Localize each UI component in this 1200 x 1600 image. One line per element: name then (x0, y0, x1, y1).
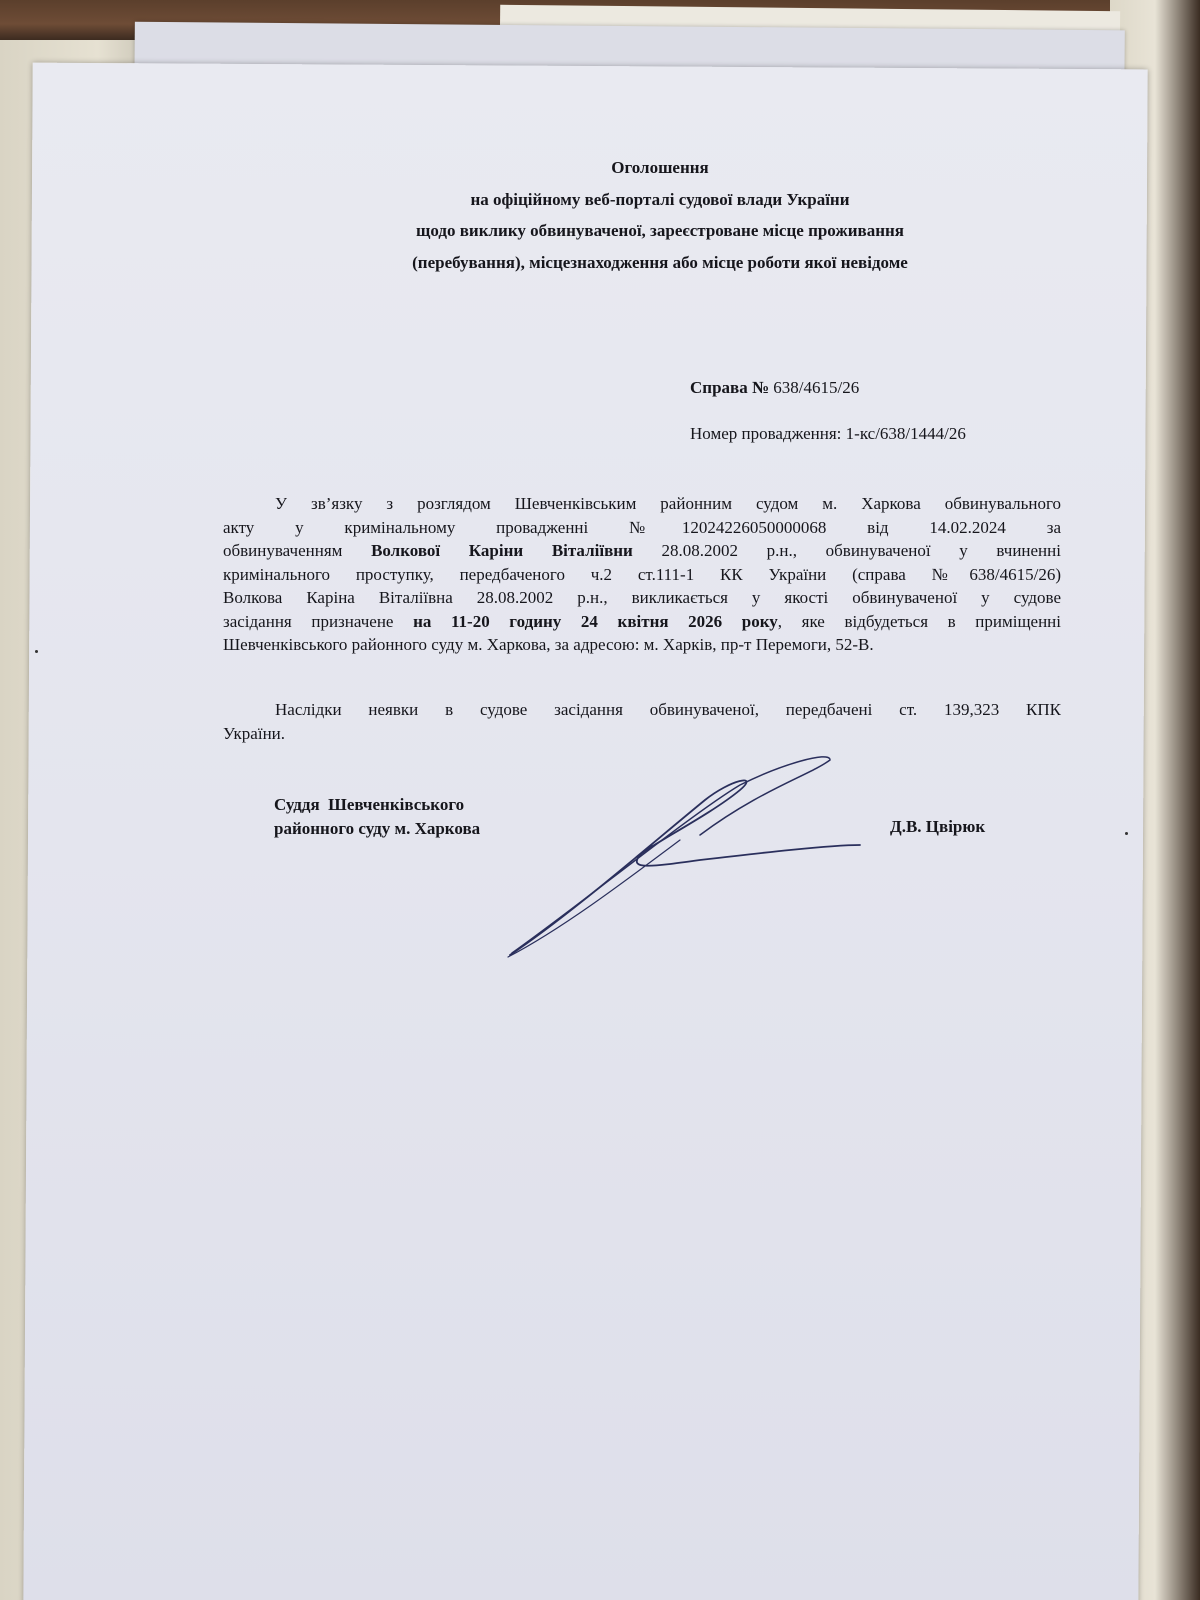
title-line-3: щодо виклику обвинуваченої, зареєстроване місце проживання (416, 221, 904, 240)
paragraph-line: Шевченківського районного суду м. Харкова, за адресою: м. Харків, пр-т Перемоги, 52-В. (223, 635, 874, 654)
paragraph-line: Наслідки неявки в судове засідання обвинуваченої, передбачені ст. 139,323 КПК (275, 700, 1061, 719)
summons-paragraph (223, 492, 1061, 657)
hearing-time-bold: на 11-20 годину 24 квітня 2026 року (413, 611, 778, 631)
handwritten-signature (500, 755, 880, 965)
judge-name: Д.В. Цвірюк (890, 817, 986, 836)
paragraph-line: акту у кримінальному провадженні №12024226050000068 від 14.02.2024 за (223, 517, 1061, 537)
text-fragment: засідання призначене (223, 611, 414, 631)
case-info (690, 378, 966, 470)
paragraph-line: кримінального проступку, передбаченого ч.2 ст.111-1 КК України (справа №638/4615/26) (223, 564, 1061, 584)
text-fragment: , яке відбудеться в приміщенні (777, 611, 1062, 631)
paragraph-line: У зв’язку з розглядом Шевченківським районним судом м. Харкова обвинувального (275, 494, 1061, 513)
text-fragment: 28.08.2002 р.н., обвинуваченої у вчиненні (632, 541, 1061, 560)
paragraph-line (223, 539, 1061, 563)
judge-title-line-2: районного суду м. Харкова (274, 819, 481, 838)
proceeding-number: Номер провадження: 1-кс/638/1444/26 (690, 424, 966, 443)
case-number: 638/4615/26 (773, 378, 860, 397)
paragraph-line: Волкова Каріна Віталіївна 28.08.2002 р.н., викликається у якості обвинуваченої у судове (223, 588, 1061, 607)
paragraph-line: України. (223, 723, 286, 743)
text-fragment: обвинуваченням (223, 541, 372, 560)
consequences-paragraph (223, 698, 1061, 745)
paper-speck (35, 650, 38, 653)
announcement-title (340, 152, 980, 278)
case-number-label: Справа № (690, 378, 770, 397)
paper-speck (1125, 832, 1128, 835)
accused-name-bold: Волкової Каріни Віталіївни (371, 541, 633, 560)
title-line-1: Оголошення (611, 158, 709, 177)
paragraph-line (223, 610, 1061, 634)
title-line-2: на офіційному веб-порталі судової влади України (470, 189, 850, 209)
title-line-4: (перебування), місцезнаходження або місце роботи якої невідоме (412, 252, 908, 272)
judge-title-line-1: Суддя Шевченківського (274, 795, 465, 814)
case-number-row (690, 378, 966, 424)
judge-title (274, 793, 480, 841)
